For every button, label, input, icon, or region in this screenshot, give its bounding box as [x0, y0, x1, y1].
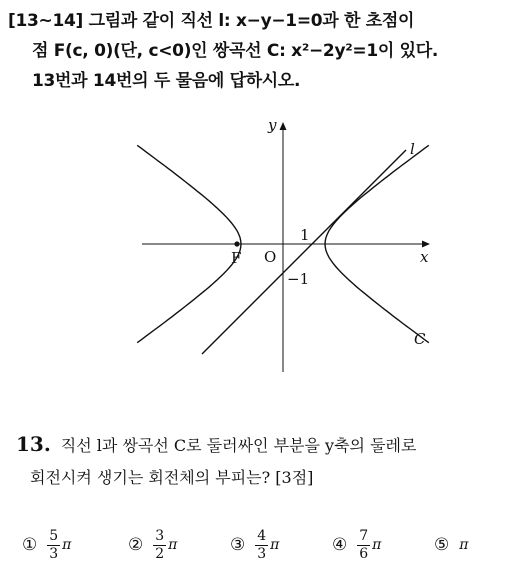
question-number: 13.: [16, 432, 51, 456]
problem-intro: [8, 6, 508, 96]
choice-5[interactable]: [434, 520, 468, 570]
pi-symbol: π: [372, 537, 382, 553]
choice-mark: ③: [230, 535, 246, 555]
question-13: [16, 428, 506, 494]
choice-3[interactable]: [230, 520, 279, 570]
pi-symbol: π: [459, 537, 469, 553]
choice-4[interactable]: [332, 520, 381, 570]
curve-c-label: C: [414, 330, 426, 348]
y-axis-label: y: [268, 116, 277, 134]
choice-mark: ①: [22, 535, 38, 555]
denominator: 6: [359, 545, 369, 562]
question-text-2: 회전시켜 생기는 회전체의 부피는? [3점]: [30, 468, 314, 487]
numerator: 3: [155, 527, 165, 544]
answer-choices: [22, 520, 502, 570]
line-l-label: l: [410, 140, 415, 158]
question-text-1: 직선 l과 쌍곡선 C로 둘러싸인 부분을 y축의 둘레로: [60, 436, 417, 455]
denominator: 3: [49, 545, 59, 562]
choice-mark: ⑤: [434, 535, 450, 555]
tick-label-minus-1: −1: [287, 270, 310, 288]
hyperbola-figure: [130, 112, 450, 378]
choice-mark: ④: [332, 535, 348, 555]
question-13-line-1: [16, 428, 506, 462]
fraction: [153, 528, 166, 563]
fraction: [47, 528, 60, 563]
numerator: 7: [359, 527, 369, 544]
intro-line-1: [13~14] 그림과 같이 직선 l: x−y−1=0과 한 초점이: [8, 11, 415, 31]
choice-mark: ②: [128, 535, 144, 555]
x-axis-label: x: [420, 248, 429, 266]
denominator: 3: [257, 545, 267, 562]
fraction: [357, 528, 370, 563]
focus-label: F: [231, 249, 242, 267]
intro-line-2: 점 F(c, 0)(단, c<0)인 쌍곡선 C: x²−2y²=1이 있다.: [32, 41, 439, 61]
pi-symbol: π: [270, 537, 280, 553]
choice-2[interactable]: [128, 520, 177, 570]
x-axis-arrow: [422, 241, 430, 248]
pi-symbol: π: [168, 537, 178, 553]
focus-point: [234, 241, 239, 246]
question-13-line-2: [16, 462, 506, 494]
pi-symbol: π: [62, 537, 72, 553]
intro-line-3: 13번과 14번의 두 물음에 답하시오.: [32, 71, 301, 91]
numerator: 4: [257, 527, 267, 544]
numerator: 5: [49, 527, 59, 544]
denominator: 2: [155, 545, 165, 562]
fraction: [255, 528, 268, 563]
y-axis-arrow: [280, 122, 287, 130]
tick-label-1: 1: [300, 226, 310, 244]
choice-1[interactable]: [22, 520, 71, 570]
origin-label: O: [264, 248, 277, 266]
